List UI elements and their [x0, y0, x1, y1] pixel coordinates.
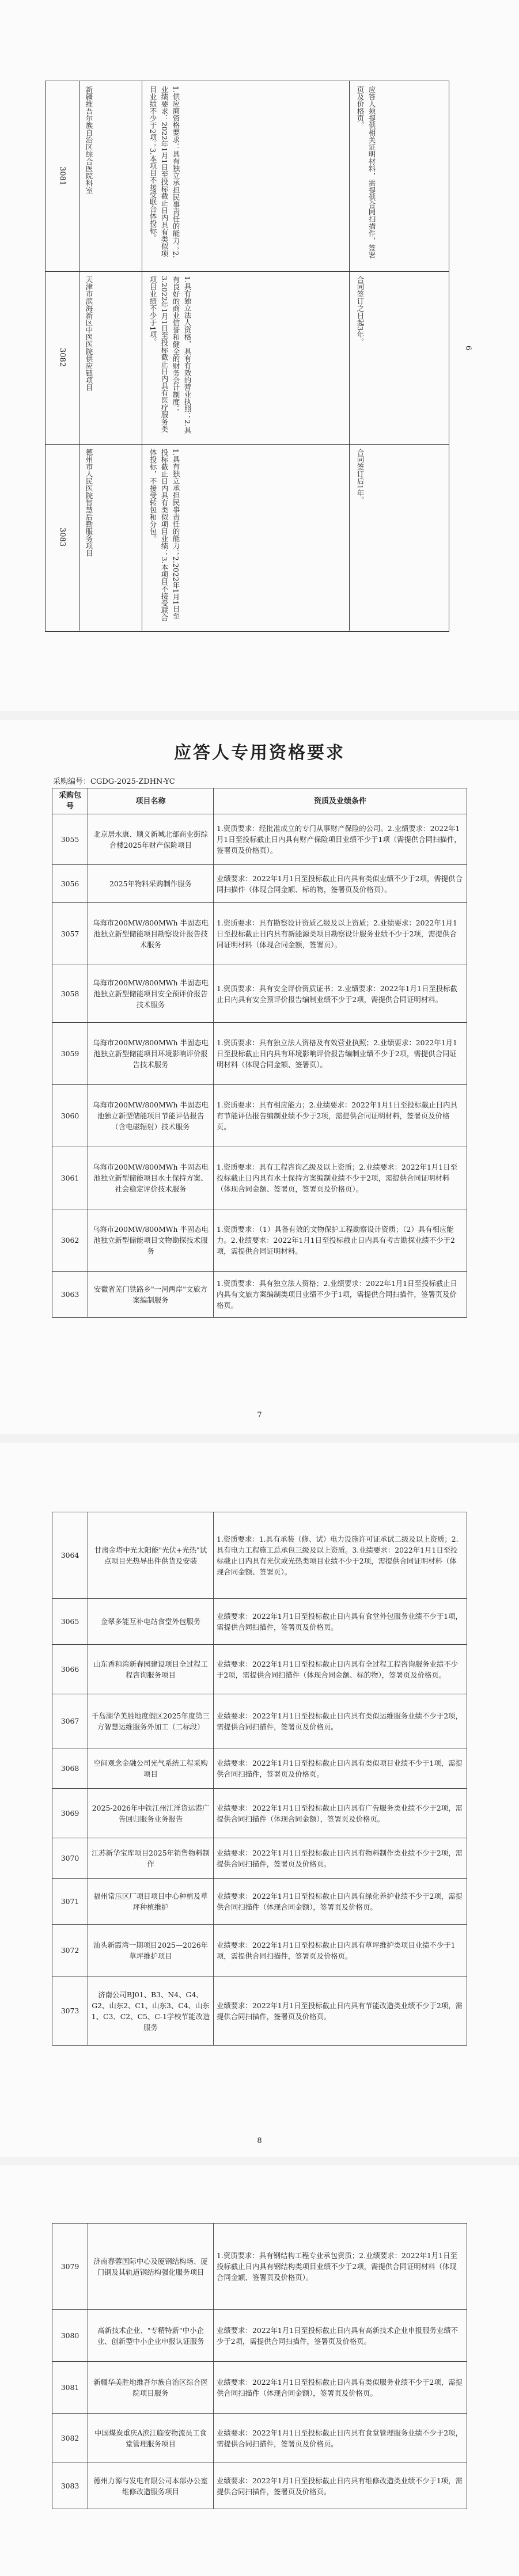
- row-conditions: 业绩要求：2022年1月1日至投标截止日内具有食堂管理服务业绩不少于2项，需提供合同扫描件，签署页及价格页。: [214, 2414, 467, 2463]
- column-header: 项目名称: [88, 788, 214, 814]
- row-name: 千岛湖华美胜地度假区2025年度第三方智慧运维服务外加工（二标段）: [88, 1694, 214, 1748]
- row-name: 新疆华美胜地维吾尔族自治区综合医院项目服务: [88, 2362, 214, 2414]
- page-sheet-3: [0, 1443, 519, 2157]
- row-conditions: 1.资质要求：具有独立法人资格；2.业绩要求：2022年1月1日至投标截止日内具有文旅方案编制类项目业绩不少于1项，需提供合同扫描件，签署页及价格页。: [214, 1272, 467, 1318]
- row-number: 3082: [52, 2414, 88, 2463]
- row-number: 3079: [52, 2224, 88, 2310]
- column-header: 采购包号: [52, 788, 88, 814]
- table-row: [52, 1085, 467, 1147]
- row-name: 乌海市200MW/800MWh 半固态电池独立新型储能项目文物勘探技术服务: [88, 1209, 214, 1272]
- row-conditions: 1.资质要求：具有工程咨询乙级及以上资质；2.业绩要求：2022年1月1日至投标截止日内具有水土保持方案编制业绩不少于2项，需提供合同证明材料（体现合同金额、签署页，签署页及价格页）。: [214, 1147, 467, 1209]
- table-row: [46, 81, 449, 272]
- row-conditions: 1.资质要求：具有相应能力；2.业绩要求：2022年1月1日至投标截止日内具有节能评估报告编制业绩不少于2项，需提供合同证明材料，签署页及价格页。: [214, 1085, 467, 1147]
- requirements-table: [52, 1512, 467, 2046]
- row-name: 山东香和湾新春园建设项目全过程工程咨询服务项目: [88, 1645, 214, 1694]
- row-number: 3055: [52, 814, 88, 865]
- row-number: 3067: [52, 1694, 88, 1748]
- table-row: [52, 1694, 467, 1748]
- row-name: 2025年物料采购制作服务: [88, 865, 214, 903]
- table-row: [52, 903, 467, 965]
- row-number: 3082: [58, 348, 67, 367]
- row-conditions: 业绩要求：2022年1月1日至投标截止日内具有物料制作类业绩不少于2项，需提供合同扫描件，签署页及价格页。: [214, 1838, 467, 1879]
- column-header: 资质及业绩条件: [214, 788, 467, 814]
- row-conditions: 1.资质要求：具有独立法人资格及有效营业执照；2.业绩要求：2022年1月1日至投标截止日内具有环境影响评价报告编制业绩不少于2项，需提供合同证明材料（体现合同金额、签署页）。: [214, 1023, 467, 1085]
- page-number: 8: [257, 2137, 262, 2145]
- requirements-table: [52, 2223, 467, 2509]
- table-row: [52, 1789, 467, 1838]
- row-name: 天津市滨海新区中医医院供应链项目: [85, 276, 93, 391]
- row-conditions: 业绩要求：2022年1月1日至投标截止日内具有食堂外包服务业绩不少于1项，需提供合同扫描件，签署页及价格页。: [214, 1599, 467, 1645]
- row-name: 中国煤炭重庆A滨江临安物流员工食堂管理服务项目: [88, 2414, 214, 2463]
- row-number: 3069: [52, 1789, 88, 1838]
- row-number: 3062: [52, 1209, 88, 1272]
- row-name: 乌海市200MW/800MWh 半固态电池独立新型储能项目环境影响评价报告技术服务: [88, 1023, 214, 1085]
- page-sheet-2: [0, 720, 519, 1434]
- table-row: [52, 1748, 467, 1789]
- row-conditions: 1.资质要求：1.具有承装（修、试）电力设施许可证承试二级及以上资质；2.具有电力工程施工总承包三级及以上资质。3.业绩要求：2022年1月1日至投标截止日内具有光伏或光热类项目业绩不少于2项，需提供合同证明材料（体现合同金额、签署页）。: [214, 1512, 467, 1599]
- row-name: 乌海市200MW/800MWh 半固态电池独立新型储能项目水土保持方案、社会稳定评价技术服务: [88, 1147, 214, 1209]
- row-number: 3063: [52, 1272, 88, 1318]
- row-conditions: 业绩要求：2022年1月1日至投标截止日内具有节能改造类业绩不少于2项，需提供合同扫描件，签署页及价格页。: [214, 1976, 467, 2046]
- row-conditions: 业绩要求：2022年1月1日至投标截止日内具有高新技术企业申报服务业绩不少于2项，需提供合同扫描件，签署页及价格页。: [214, 2310, 467, 2362]
- row-number: 3064: [52, 1512, 88, 1599]
- row-name: 新疆维吾尔族自治区综合医院科室: [85, 86, 93, 194]
- row-number: 3065: [52, 1599, 88, 1645]
- row-number: 3061: [52, 1147, 88, 1209]
- row-conditions: 1.资质要求：具有勘察设计资质乙级及以上资质；2.业绩要求：2022年1月1日至投标截止日内具有新能源类项目勘察设计服务业绩不少于2项，需提供合同证明材料（体现合同金额，签署页）。: [214, 903, 467, 965]
- row-extra: 合同签订之日起3年。: [356, 276, 365, 346]
- table-row: [52, 1976, 467, 2046]
- table-row: [52, 2310, 467, 2362]
- table-row: [52, 2463, 467, 2509]
- row-number: 3068: [52, 1748, 88, 1789]
- table-row: [52, 1645, 467, 1694]
- row-number: 3071: [52, 1879, 88, 1925]
- row-name: 高新技术企业、"专精特新"中小企业、创新型中小企业申报认证服务: [88, 2310, 214, 2362]
- row-number: 3081: [58, 166, 67, 186]
- table-row: [52, 1209, 467, 1272]
- row-conditions: 1.具有独立法人资格，具有有效的营业执照；2.具有良好的商业信誉和健全的财务会计制度；3.2022年1月1日至投标截止日内具有医疗服务类项目业绩不少于1项。: [149, 276, 192, 434]
- row-conditions: 业绩要求：2022年1月1日至投标截止日内具有广告服务类业绩不少于2项，需提供合同扫描件（体现合同金额），签署页及价格页。: [214, 1789, 467, 1838]
- rotated-requirements-table: [45, 81, 449, 632]
- row-number: 3057: [52, 903, 88, 965]
- row-name: 德州市人民医院智慧后勤服务项目: [85, 449, 93, 557]
- row-number: 3073: [52, 1976, 88, 2046]
- row-conditions: 业绩要求：2022年1月1日至投标截止日内具有草坪维护类项目业绩不少于1项，需提供合同扫描件，签署页及价格页。: [214, 1925, 467, 1976]
- row-number: 3058: [52, 965, 88, 1023]
- table-row: [52, 1838, 467, 1879]
- table-row: [52, 1512, 467, 1599]
- row-name: 金翠多能互补电站食堂外包服务: [88, 1599, 214, 1645]
- page-sheet-4: [0, 2165, 519, 2576]
- table-row: [52, 865, 467, 903]
- table-row: [52, 2414, 467, 2463]
- row-name: 乌海市200MW/800MWh 半固态电池独立新型储能项目节能评估报告（含电磁辐射）技术服务: [88, 1085, 214, 1147]
- page-number: 7: [257, 1411, 262, 1420]
- row-name: 汕头新霞湾一期项目2025—2026年草坪维护项目: [88, 1925, 214, 1976]
- table-header-row: [52, 788, 467, 814]
- table-row: [52, 1147, 467, 1209]
- table-row: [52, 965, 467, 1023]
- row-conditions: 1.资质要求：（1）具备有效的文物保护工程勘察设计资质；（2）具有相应能力。2.业绩要求：2022年1月1日至投标截止日内具有考古勘探业绩不少于2项，需提供合同证明材料。: [214, 1209, 467, 1272]
- row-name: 济南春蓉国际中心及厦钢结构场、厦门钢及其轨道钢结构强化服务项目: [88, 2224, 214, 2310]
- row-name: 安徽省芜门铁路乡"一河两岸"文旅方案编制服务: [88, 1272, 214, 1318]
- table-row: [52, 814, 467, 865]
- row-conditions: 1.资质要求：具有安全评价资质证书；2.业绩要求：2022年1月1日至投标截止日内具有安全预评价报告编制业绩不少于2项，需提供合同证明材料。: [214, 965, 467, 1023]
- table-row: [52, 1925, 467, 1976]
- row-extra: 应答人须提供相关证明材料，需提供合同扫描件，签署页及价格页。: [356, 86, 376, 259]
- row-extra: 合同签订后1年。: [356, 449, 365, 504]
- row-name: 福州常压区厂项目项目中心种植及草坪种植维护: [88, 1879, 214, 1925]
- row-name: 北京居永康、顺义新城北部商业街综合楼2025年财产保险项目: [88, 814, 214, 865]
- page-sheet-1: [0, 0, 519, 711]
- page-title: 应答人专用资格要求: [174, 743, 345, 763]
- row-name: 乌海市200MW/800MWh 半固态电池独立新型储能项目安全预评价报告技术服务: [88, 965, 214, 1023]
- row-number: 3056: [52, 865, 88, 903]
- row-number: 3081: [52, 2362, 88, 2414]
- row-number: 3080: [52, 2310, 88, 2362]
- row-name: 2025-2026年中铁江州江洋货运港广告回归服务业务报告: [88, 1789, 214, 1838]
- row-conditions: 业绩要求：2022年1月1日至投标截止日内具有类似业绩不少于2项，需提供合同扫描件（体现合同金额、标的物，签署页及价格页）。: [214, 865, 467, 903]
- row-name: 乌海市200MW/800MWh 半固态电池独立新型储能项目勘察设计报告技术服务: [88, 903, 214, 965]
- row-number: 3059: [52, 1023, 88, 1085]
- page-gap: [0, 2157, 519, 2165]
- row-number: 3066: [52, 1645, 88, 1694]
- row-name: 江苏新华宝库项目2025年销售物料制作: [88, 1838, 214, 1879]
- row-number: 3072: [52, 1925, 88, 1976]
- procurement-number: 采购编号：CGDG-2025-ZDHN-YC: [53, 777, 175, 786]
- requirements-table: [52, 788, 467, 1318]
- table-row: [52, 1599, 467, 1645]
- row-conditions: 业绩要求：2022年1月1日至投标截止日内具有维修改造类业绩不少于1项，需提供合同扫描件，签署页及价格页。: [214, 2463, 467, 2509]
- row-conditions: 业绩要求：2022年1月1日至投标截止日内具有类似项目业绩不少于1项，需提供合同扫描件，签署页及价格页。: [214, 1748, 467, 1789]
- table-row: [52, 1272, 467, 1318]
- row-name: 甘肃金塔中光太阳能"光伏+光热"试点项目光热导出件供货及安装: [88, 1512, 214, 1599]
- row-conditions: 1.具有独立承担民事责任的能力；2.2022年1月1日至投标截止日内具有类似项目业绩；3.本项目不接受联合体投标，不接受转包和分包。: [149, 449, 180, 621]
- row-number: 3083: [58, 528, 67, 547]
- row-conditions: 1.资质要求：经批准成立的专门从事财产保险的公司。2.业绩要求：2022年1月1日至投标截止日内具有财产保险项目业绩不少于1项（需提供合同扫描件，签署页及价格页）。: [214, 814, 467, 865]
- row-conditions: 业绩要求：2022年1月1日至投标截止日内具有全过程工程咨询服务业绩不少于2项，需提供合同扫描件（体现合同金额、标的物），签署页及价格页。: [214, 1645, 467, 1694]
- table-row: [46, 444, 449, 631]
- page-gap: [0, 1434, 519, 1443]
- table-row: [52, 2224, 467, 2310]
- row-conditions: 业绩要求：2022年1月1日至投标截止日内具有绿化养护业绩不少于2项，需提供合同扫描件（体现合同金额），签署页及价格页。: [214, 1879, 467, 1925]
- page-number: 6: [464, 346, 472, 351]
- row-conditions: 1.供应商资格要求：具有独立承担民事责任的能力；2.业绩要求：2022年1月1日至投标截止日内具有类似项目业绩不少于2项；3.本项目不接受联合体投标。: [149, 86, 180, 258]
- table-row: [52, 1023, 467, 1085]
- row-number: 3070: [52, 1838, 88, 1879]
- row-name: 德州力源与发电有限公司本部办公室维修改造服务项目: [88, 2463, 214, 2509]
- row-conditions: 业绩要求：2022年1月1日至投标截止日内具有类似服务业绩不少于2项，需提供合同扫描件（体现合同金额），签署页及价格页。: [214, 2362, 467, 2414]
- row-name: 济南公司BJ01、B3、N4、G4、G2、山东2、C1、山东3、C4、山东1、C3、C2、C5、C-1学校节能改造服务: [88, 1976, 214, 2046]
- table-row: [52, 2362, 467, 2414]
- row-number: 3060: [52, 1085, 88, 1147]
- row-name: 空间观念金融公司光气系统工程采购项目: [88, 1748, 214, 1789]
- row-conditions: 1.资质要求：具有钢结构工程专业承包资质；2.业绩要求：2022年1月1日至投标截止日内具有钢结构类项目业绩不少于2项，需提供合同证明材料（体现合同金额、签署页及价格页）。: [214, 2224, 467, 2310]
- table-row: [46, 271, 449, 445]
- table-row: [52, 1879, 467, 1925]
- page-gap: [0, 711, 519, 720]
- row-number: 3083: [52, 2463, 88, 2509]
- row-conditions: 业绩要求：2022年1月1日至投标截止日内具有类似运维服务业绩不少于2项，需提供合同扫描件，签署页及价格页。: [214, 1694, 467, 1748]
